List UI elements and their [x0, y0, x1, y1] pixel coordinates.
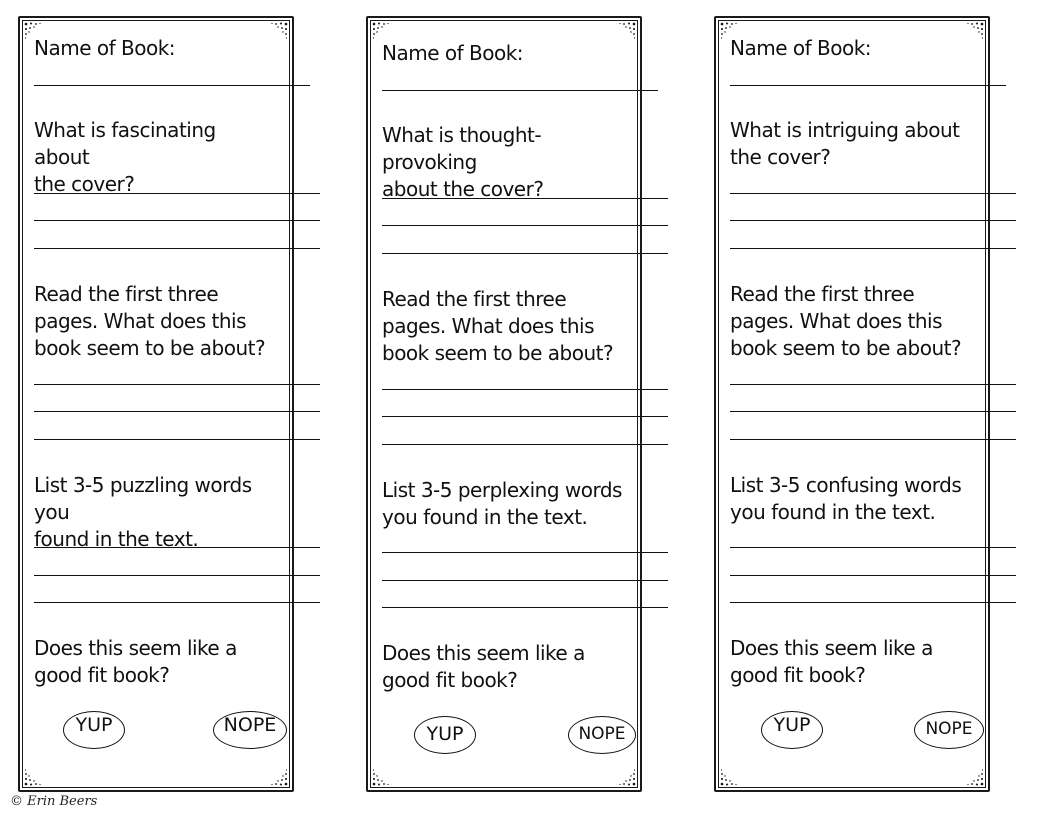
words-answer-line[interactable] — [382, 552, 668, 553]
name-of-book-label: Name of Book: — [730, 36, 872, 60]
name-answer-line[interactable] — [382, 90, 658, 91]
cover-answer-line[interactable] — [382, 225, 668, 226]
cover-answer-line[interactable] — [382, 253, 668, 254]
about-answer-line[interactable] — [730, 411, 1016, 412]
cover-question: What is thought-provoking about the cover? — [382, 123, 544, 201]
yup-option[interactable]: YUP — [761, 711, 823, 749]
words-answer-line[interactable] — [382, 607, 668, 608]
words-answer-line[interactable] — [730, 575, 1016, 576]
dotted-corner-ornament — [615, 765, 637, 787]
dotted-corner-ornament — [371, 765, 393, 787]
puzzling-words-question: List 3-5 puzzling words you found in the text. — [34, 473, 252, 551]
cover-answer-line[interactable] — [34, 220, 320, 221]
about-answer-line[interactable] — [34, 439, 320, 440]
copyright-credit: © Erin Beers — [10, 794, 98, 809]
cover-question: What is intriguing about the cover? — [730, 118, 960, 169]
nope-option[interactable]: NOPE — [568, 716, 636, 754]
yup-option[interactable]: YUP — [63, 711, 125, 749]
good-fit-question: Does this seem like a good fit book? — [34, 636, 237, 687]
confusing-words-question: List 3-5 confusing words you found in the text. — [730, 473, 962, 524]
cover-answer-line[interactable] — [382, 198, 668, 199]
name-answer-line[interactable] — [34, 85, 310, 86]
read-pages-question: Read the first three pages. What does this book seem to be about? — [34, 282, 266, 360]
cover-answer-line[interactable] — [34, 193, 320, 194]
dotted-corner-ornament — [267, 765, 289, 787]
words-answer-line[interactable] — [382, 580, 668, 581]
words-answer-line[interactable] — [730, 547, 1016, 548]
perplexing-words-question: List 3-5 perplexing words you found in the text. — [382, 478, 622, 529]
dotted-corner-ornament — [719, 765, 741, 787]
about-answer-line[interactable] — [34, 411, 320, 412]
name-of-book-label: Name of Book: — [382, 41, 524, 65]
about-answer-line[interactable] — [382, 389, 668, 390]
about-answer-line[interactable] — [382, 416, 668, 417]
words-answer-line[interactable] — [34, 602, 320, 603]
cover-question: What is fascinating about the cover? — [34, 118, 216, 196]
about-answer-line[interactable] — [34, 384, 320, 385]
cover-answer-line[interactable] — [730, 193, 1016, 194]
bookmark-1 — [18, 16, 294, 792]
bookmark-2 — [366, 16, 642, 792]
cover-answer-line[interactable] — [730, 220, 1016, 221]
words-answer-line[interactable] — [34, 547, 320, 548]
cover-answer-line[interactable] — [34, 248, 320, 249]
about-answer-line[interactable] — [382, 444, 668, 445]
nope-option[interactable]: NOPE — [914, 711, 984, 749]
name-of-book-label: Name of Book: — [34, 36, 176, 60]
words-answer-line[interactable] — [34, 575, 320, 576]
read-pages-question: Read the first three pages. What does this book seem to be about? — [382, 287, 614, 365]
about-answer-line[interactable] — [730, 384, 1016, 385]
words-answer-line[interactable] — [730, 602, 1016, 603]
dotted-corner-ornament — [23, 765, 45, 787]
yup-option[interactable]: YUP — [414, 716, 476, 754]
nope-option[interactable]: NOPE — [213, 711, 287, 749]
bookmark-3 — [714, 16, 990, 792]
read-pages-question: Read the first three pages. What does this book seem to be about? — [730, 282, 962, 360]
good-fit-question: Does this seem like a good fit book? — [730, 636, 933, 687]
about-answer-line[interactable] — [730, 439, 1016, 440]
good-fit-question: Does this seem like a good fit book? — [382, 641, 585, 692]
cover-answer-line[interactable] — [730, 248, 1016, 249]
name-answer-line[interactable] — [730, 85, 1006, 86]
dotted-corner-ornament — [963, 765, 985, 787]
